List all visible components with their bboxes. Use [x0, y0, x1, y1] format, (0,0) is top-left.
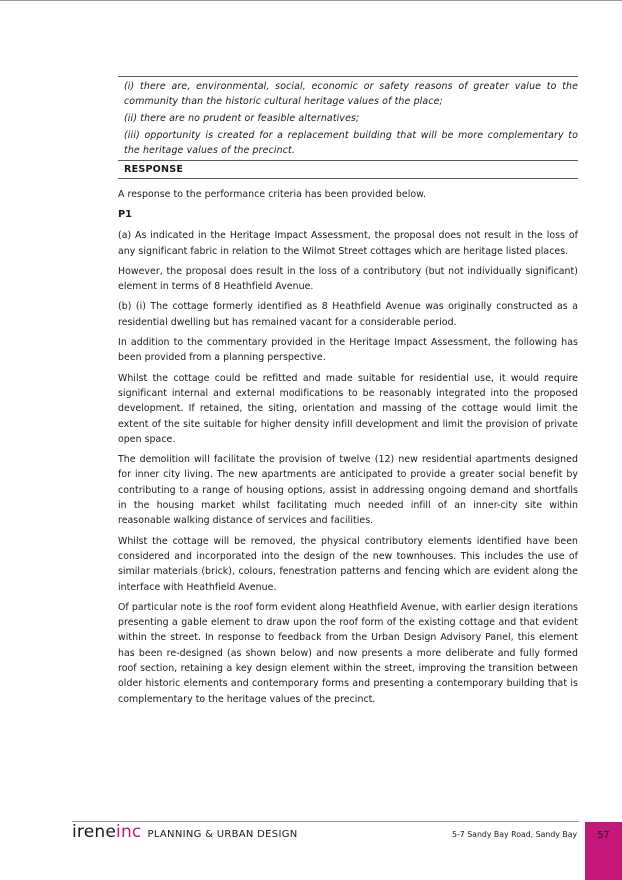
criterion-item: (ii) there are no prudent or feasible alternatives; [124, 113, 360, 124]
paragraph: Whilst the cottage could be refitted and made suitable for residential use, it would require significant internal and external modifications to be reasonably integrated into the proposed development. If retained, the siting, orientation and massing of the cottage would limit the extent of the site suitable for higher density infill development and limit the provision of private open space. [118, 372, 578, 445]
performance-criteria-list [118, 76, 578, 158]
paragraph: Whilst the cottage will be removed, the physical contributory elements identified have been considered and incorporated into the design of the new townhouses. This includes the use of similar materials (brick), colours, fenestration patterns and fencing which are evident along the interface with Heathfield Avenue. [118, 535, 578, 593]
logo-tagline: PLANNING & URBAN DESIGN [147, 829, 298, 840]
criterion-item: (iii) opportunity is created for a replacement building that will be more complementary to the heritage values of the precinct. [124, 130, 578, 156]
footer-address: 5-7 Sandy Bay Road, Sandy Bay [452, 830, 578, 839]
response-intro: A response to the performance criteria has been provided below. [118, 189, 427, 200]
paragraph: In addition to the commentary provided in the Heritage Impact Assessment, the following has been provided from a planning perspective. [118, 337, 578, 364]
paragraph: The demolition will facilitate the provision of twelve (12) new residential apartments designed for inner city living. The new apartments are anticipated to provide a greater social benefit by contributing to a range of housing options, assist in addressing ongoing demand and shortfalls in the housing market whilst facilitating much needed infill of an inner-city site within reasonable walking distance of services and facilities. [118, 454, 578, 527]
p1-heading: P1 [118, 209, 132, 221]
criterion-item: (i) there are, environmental, social, economic or safety reasons of greater value to the community than the historic cultural heritage values of the place; [124, 81, 578, 107]
document-body [118, 76, 578, 712]
logo-inc-text: inc [116, 822, 142, 842]
paragraph: (b) (i) The cottage formerly identified as 8 Heathfield Avenue was originally constructed as a residential dwelling but has remained vacant for a considerable period. [118, 301, 578, 328]
paragraph: (a) As indicated in the Heritage Impact Assessment, the proposal does not result in the loss of any significant fabric in relation to the Wilmot Street cottages which are heritage listed places. [118, 230, 578, 257]
company-logo [72, 822, 298, 846]
page-number-box [585, 822, 622, 880]
logo-irene-text: irene [72, 822, 117, 842]
response-heading: RESPONSE [118, 160, 578, 179]
page-number: 57 [597, 830, 610, 841]
paragraph: Of particular note is the roof form evident along Heathfield Avenue, with earlier design iterations presenting a gable element to draw upon the roof form of the existing cottage and that evident within the street. In response to feedback from the Urban Design Advisory Panel, this element has been re-designed (as shown below) and now presents a more deliberate and fully formed roof section, retaining a key design element within the street, improving the transition between older historic elements and contemporary forms and presenting a contemporary building that is complementary to the heritage values of the precinct. [118, 601, 578, 705]
paragraph: However, the proposal does result in the loss of a contributory (but not individually significant) element in terms of 8 Heathfield Avenue. [118, 265, 578, 293]
top-border-line [0, 0, 622, 1]
